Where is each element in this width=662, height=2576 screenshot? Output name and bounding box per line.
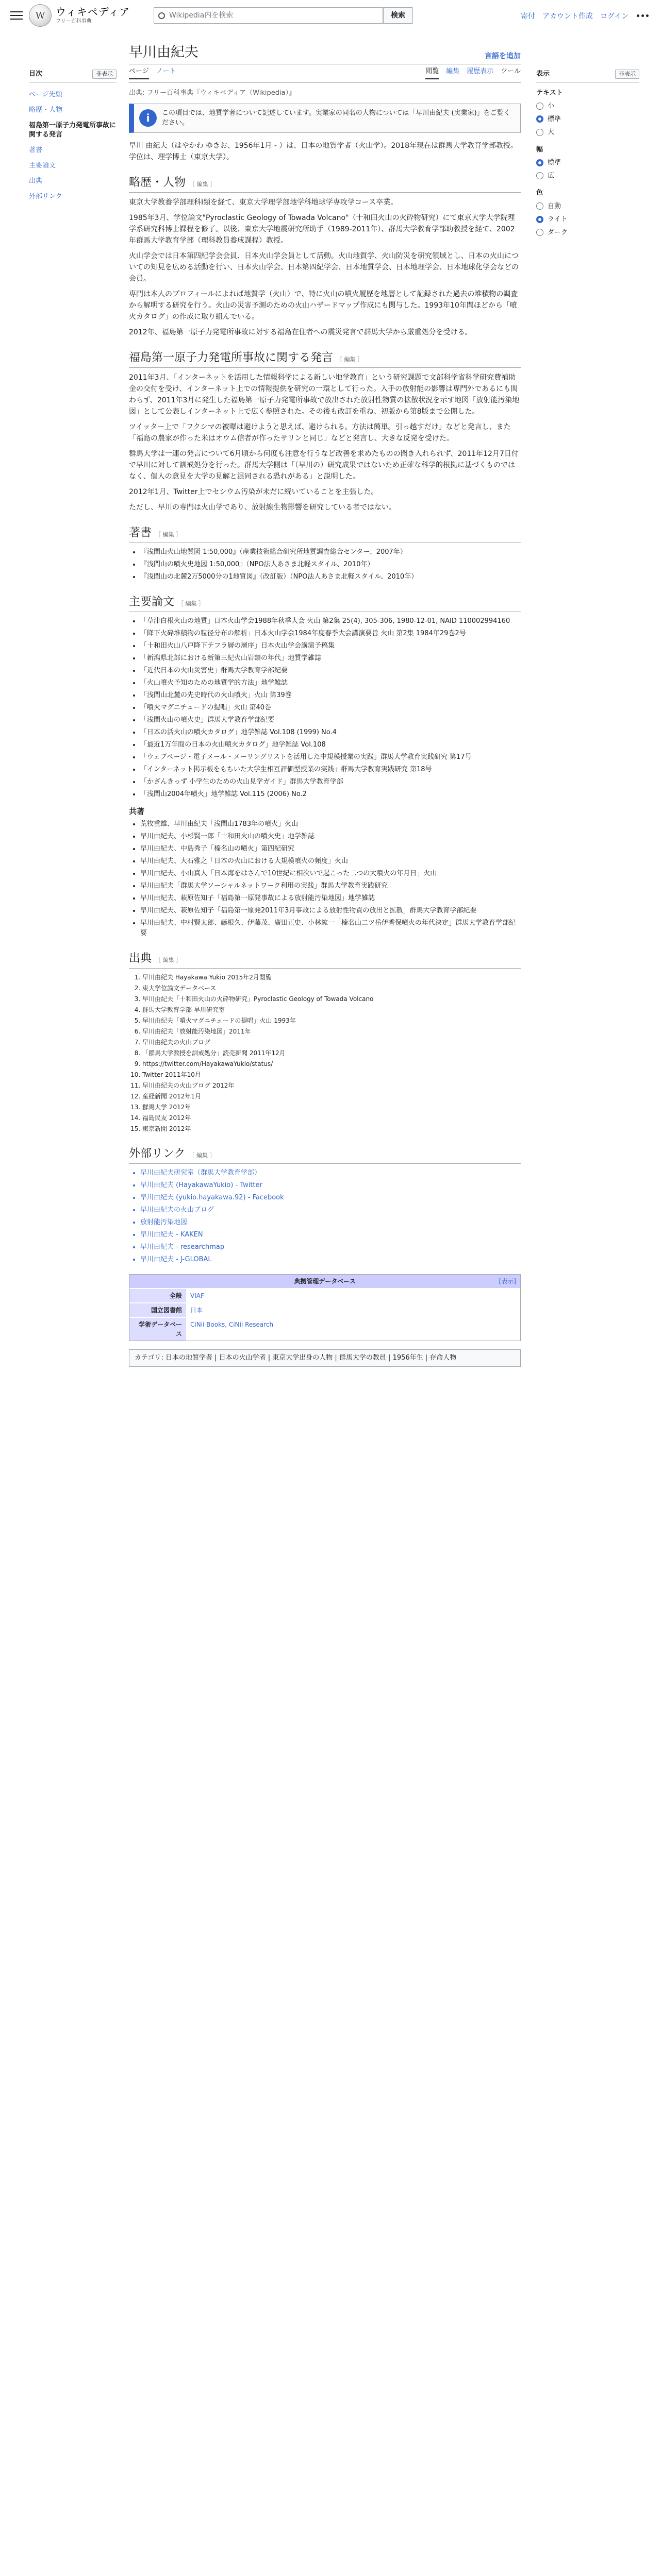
- donate-link[interactable]: 寄付: [520, 12, 535, 21]
- radio-label: ライト: [548, 215, 568, 223]
- list-item: • 『浅間山の噴火史地図 1:50,000』（NPO法人あさま北軽スタイル、2010年）: [140, 560, 521, 570]
- hatnote-box: [129, 104, 521, 133]
- list-item: • 「火山噴火予知のための地質学的方法」地学雑誌: [140, 678, 521, 688]
- list-item: • 早川由紀夫、中島秀子「榛名山の噴火」第四紀研究: [140, 844, 521, 854]
- edit-link[interactable]: ［ 編集 ］: [178, 600, 205, 607]
- list-item: • 『浅間山火山地質図 1:50,000』（産業技術総合研究所地質調査総合センター、2007年）: [140, 547, 521, 557]
- page-title: 早川由紀夫: [129, 44, 198, 60]
- reference-item: 12. 産経新聞 2012年1月: [142, 1092, 521, 1101]
- section-bio-title: 略歴・人物: [129, 176, 186, 189]
- list-item: • 早川由紀夫、小杉賢一郎「十和田火山の噴火史」地学雑誌: [140, 832, 521, 842]
- external-link[interactable]: • 早川由紀夫研究室（群馬大学教育学部）: [140, 1168, 521, 1178]
- category-links[interactable]: カテゴリ: 日本の地質学者 | 日本の火山学者 | 東京大学出身の人物 | 群馬大学の教員 | 1956年生 | 存命人物: [129, 1349, 521, 1367]
- hatnote-text: この項目では、地質学者について記述しています。実業家の同名の人物については「早川由紀夫 (実業家)」をご覧ください。: [162, 109, 510, 127]
- text-size-large[interactable]: [536, 127, 639, 138]
- list-item: • 「新潟県北部における新第三紀火山岩類の年代」地質学雑誌: [140, 653, 521, 664]
- search-input[interactable]: [154, 7, 383, 24]
- reference-item: 11. 早川由紀夫の火山ブログ 2012年: [142, 1081, 521, 1091]
- toc-item-top[interactable]: ページ先頭: [29, 90, 62, 98]
- table-of-contents: [29, 69, 117, 205]
- navbox-key: 学術データベース: [129, 1318, 186, 1341]
- info-icon: i: [139, 109, 157, 127]
- radio-label: 標準: [548, 115, 561, 123]
- external-links-list: [140, 1168, 521, 1265]
- appearance-panel: [536, 69, 639, 245]
- text-size-small[interactable]: [536, 101, 639, 111]
- section-sources: [129, 950, 521, 969]
- radio-icon: [536, 229, 543, 236]
- bio-paragraph: 専門は本人のプロフィールによれば地質学（火山）で、特に火山の噴火履歴を地層として記録された過去の堆積物の調査から解明する研究を行う。火山の災害予測のための火山ハザードマップ作成にも関与した。1993年10年間ほどから「噴火カタログ」の作成に取り組んでいる。: [129, 290, 518, 321]
- text-size-standard[interactable]: [536, 114, 639, 125]
- list-item: • 早川由紀夫、小山真人「日本海をはさんで10世紀に相次いで起こった二つの大噴火の年月日」火山: [140, 869, 521, 879]
- navbox-key: 国立図書館: [129, 1303, 186, 1317]
- section-sources-title: 出典: [129, 952, 152, 965]
- main-content: [129, 33, 521, 1367]
- list-item: • 早川由紀夫、萩原佐知子「福島第一原発2011年3月事故による放射性物質の放出と拡散」群馬大学教育学部紀要: [140, 906, 521, 916]
- navbox-value[interactable]: 日本: [186, 1303, 207, 1317]
- external-link[interactable]: • 早川由紀夫 - researchmap: [140, 1242, 521, 1252]
- appearance-hide-button[interactable]: 非表示: [615, 70, 639, 79]
- external-link[interactable]: • 早川由紀夫 (yukio.hayakawa.92) - Facebook: [140, 1193, 521, 1203]
- papers-list: [140, 616, 521, 800]
- list-item: • 『浅間山の北麓2万5000分の1地質図』（改訂版）（NPO法人あさま北軽スタイル、2010年）: [140, 572, 521, 582]
- reference-item: 1. 早川由紀夫 Hayakawa Yukio 2015年2月閲覧: [142, 973, 521, 982]
- tab-talk[interactable]: ノート: [156, 67, 176, 75]
- fukushima-paragraph: 2011年3月、「インターネットを活用した情報科学による新しい地学教育」という研究課題で文部科学省科学研究費補助金の交付を受け、インターネット上での情報提供を研究の一環として行った。入手の放射能の影響は専門外であるにも関わらず、2011年3月に発生した福島第一原子力発電所事故で放出された放射性物質の拡散状況を示す地図「放射能汚染地図」として公表しインターネット上で広く参照された。その後も改訂を重ね、初版から第8版まで公開した。: [129, 373, 520, 416]
- personal-tools: [521, 11, 650, 22]
- add-language-button[interactable]: 言語を追加: [485, 52, 521, 60]
- authority-control-navbox: [129, 1274, 521, 1341]
- main-menu-icon[interactable]: [10, 10, 23, 21]
- bio-paragraph: 東京大学教養学部理科I類を経て、東京大学理学部地学科地球学専攻学コース卒業。: [129, 198, 398, 207]
- search-button[interactable]: 検索: [383, 7, 413, 24]
- section-fukushima-title: 福島第一原子力発電所事故に関する発言: [129, 351, 334, 364]
- wikipedia-logo[interactable]: [29, 4, 130, 27]
- joint-papers-list: [140, 819, 521, 939]
- radio-selected-icon: [536, 115, 543, 123]
- joint-heading: 共著: [129, 806, 145, 816]
- reference-item: 7. 早川由紀夫の火山ブログ: [142, 1038, 521, 1047]
- text-size-label: テキスト: [536, 89, 563, 97]
- list-item: • 「降下火砕堆積物の粒径分布の解析」日本火山学会1984年度春季大会講演要旨 火山 第2集 1984年29巻2号: [140, 629, 521, 639]
- list-item: • 「噴火マグニチュードの提唱」火山 第40巻: [140, 703, 521, 713]
- list-item: • 早川由紀夫「群馬大学ソーシャルネットワーク利用の実践」群馬大学教育実践研究: [140, 881, 521, 891]
- radio-label: 広: [548, 172, 555, 180]
- navbox-value[interactable]: VIAF: [186, 1289, 208, 1302]
- list-item: • 早川由紀夫、中村賢太郎、藤根久、伊藤茂、廣田正史、小林紘一「榛名山二ツ岳伊香保噴火の年代決定」群馬大学教育学部紀要: [140, 918, 521, 939]
- edit-link[interactable]: ［ 編集 ］: [189, 180, 216, 188]
- reference-item: 6. 早川由紀夫「放射能汚染地図」2011年: [142, 1027, 521, 1037]
- page-tabs: [129, 64, 521, 83]
- section-bio: [129, 174, 521, 193]
- tab-edit[interactable]: 編集: [446, 67, 460, 75]
- radio-selected-icon: [536, 216, 543, 223]
- toc-item-sources[interactable]: 出典: [29, 177, 43, 185]
- bio-paragraph: 1985年3月、学位論文"Pyroclastic Geology of Towada Volcano"（十和田火山の火砕物研究）にて東京大学大学院理学系研究科博士課程を修了。以後、東京大学地震研究所助手（1989-2011年）、群馬大学教育学部助教授を経て、2002年群馬大学教育学部（理科教員養成課程）教授。: [129, 213, 515, 245]
- search-icon: [158, 12, 165, 19]
- radio-label: 小: [548, 102, 555, 110]
- bio-paragraph: 火山学会では日本第四紀学会会員、日本火山学会員として活動。火山地質学、火山防災を研究領域とし、日本の火山についての知見を広める活動を行い、日本火山学会、日本第四紀学会、日本地質学会、日本地理学会、日本地球化学会などの会員。: [129, 251, 519, 283]
- radio-icon: [536, 103, 543, 110]
- list-item: • 「かざんきっず 小学生のための火山見学ガイド」群馬大学教育学部: [140, 777, 521, 787]
- reference-item: 3. 早川由紀夫「十和田火山の火砕物研究」Pyroclastic Geology of Towada Volcano: [142, 994, 521, 1004]
- fukushima-paragraph: 2012年1月、Twitter上でセシウム汚染が未だに続いていることを主張した。: [129, 487, 378, 496]
- bio-paragraph: 2012年、福島第一原子力発電所事故に対する福島在住者への震災発言で群馬大学から厳重処分を受ける。: [129, 328, 472, 336]
- more-options-icon[interactable]: •••: [636, 12, 650, 21]
- toc-item-external[interactable]: 外部リンク: [29, 192, 62, 200]
- list-item: • 「草津白根火山の地質」日本火山学会1988年秋季大会 火山 第2集 25(4), 305-306, 1980-12-01, NAID 110002994160: [140, 616, 521, 626]
- edit-link[interactable]: ［ 編集 ］: [189, 1152, 216, 1159]
- reference-item: 10. Twitter 2011年10月: [142, 1070, 521, 1080]
- references-list: [142, 973, 521, 1134]
- section-papers-title: 主要論文: [129, 595, 175, 608]
- section-books-title: 著書: [129, 526, 152, 539]
- external-link[interactable]: • 早川由紀夫の火山ブログ: [140, 1205, 521, 1215]
- radio-icon: [536, 202, 543, 210]
- site-header: [0, 0, 662, 33]
- list-item: • 「浅間山北麓の先史時代の火山噴火」火山 第39巻: [140, 690, 521, 701]
- books-list: [140, 547, 521, 582]
- radio-icon: [536, 172, 543, 179]
- list-item: • 「最近1万年間の日本の火山噴火カタログ」地学雑誌 Vol.108: [140, 740, 521, 750]
- section-external-title: 外部リンク: [129, 1147, 186, 1160]
- globe-icon: W: [29, 4, 52, 27]
- list-item: • 荒牧重雄、早川由紀夫「浅間山1783年の噴火」火山: [140, 819, 521, 829]
- lead-paragraph: 早川 由紀夫（はやかわ ゆきお、1956年1月 - ）は、日本の地質学者（火山学）。2018年現在は群馬大学教育学部教授。学位は、理学博士（東京大学）。: [129, 141, 518, 161]
- section-external: [129, 1145, 521, 1164]
- reference-item: 9. https://twitter.com/HayakawaYukio/status/: [142, 1059, 521, 1069]
- external-link[interactable]: • 早川由紀夫 (HayakawaYukio) - Twitter: [140, 1180, 521, 1191]
- edit-link[interactable]: ［ 編集 ］: [155, 957, 182, 963]
- edit-link[interactable]: ［ 編集 ］: [155, 531, 182, 538]
- list-item: • 「ウェブページ・電子メール・メーリングリストを活用した中規模授業の実践」群馬大学教育実践研究 第17号: [140, 752, 521, 762]
- appearance-heading: 表示: [536, 70, 550, 78]
- color-dark[interactable]: [536, 228, 639, 238]
- edit-link[interactable]: ［ 編集 ］: [337, 355, 363, 363]
- radio-label: 標準: [548, 159, 561, 166]
- fukushima-paragraph: ツイッター上で「フクシマの被曝は避けようと思えば、避けられる。方法は簡単。引っ越すだけ」などと発言し、また「福島の農家が作った米はオウム信者が作ったサリンと同じ」などと発言し、大きな反発を受けた。: [129, 422, 511, 443]
- logo-tagline: フリー百科事典: [56, 19, 92, 24]
- tab-read[interactable]: 閲覧: [425, 66, 439, 80]
- list-item: • 「インターネット掲示板をもちいた大学生相互評価型授業の実践」群馬大学教育実践研究 第18号: [140, 765, 521, 775]
- list-item: • 早川由紀夫、大石雅之「日本の火山における大規模噴火の頻度」火山: [140, 856, 521, 867]
- color-light[interactable]: [536, 214, 639, 225]
- width-wide[interactable]: [536, 171, 639, 181]
- tab-history[interactable]: 履歴表示: [467, 67, 494, 75]
- list-item: • 早川由紀夫、萩原佐知子「福島第一原発事故による放射能汚染地図」地学雑誌: [140, 893, 521, 904]
- reference-item: 5. 早川由紀夫「噴火マグニチュードの提唱」火山 1993年: [142, 1016, 521, 1026]
- navbox-key: 全般: [129, 1289, 186, 1302]
- external-link[interactable]: • 早川由紀夫 - J-GLOBAL: [140, 1255, 521, 1265]
- reference-item: 15. 東京新聞 2012年: [142, 1124, 521, 1134]
- color-label: 色: [536, 189, 543, 197]
- list-item: • 「十和田火山八戸降下テフラ層の層序」日本火山学会講演予稿集: [140, 641, 521, 651]
- radio-label: 自動: [548, 202, 561, 210]
- external-link[interactable]: • 放射能汚染地図: [140, 1217, 521, 1228]
- login-link[interactable]: ログイン: [600, 12, 629, 21]
- reference-item: 13. 群馬大学 2012年: [142, 1103, 521, 1112]
- list-item: • 「浅間火山の噴火史」群馬大学教育学部紀要: [140, 715, 521, 725]
- color-auto[interactable]: [536, 201, 639, 212]
- section-fukushima: [129, 349, 521, 368]
- radio-label: 大: [548, 128, 555, 136]
- radio-icon: [536, 129, 543, 136]
- external-link[interactable]: • 早川由紀夫 - KAKEN: [140, 1230, 521, 1240]
- toc-item-fukushima[interactable]: 福島第一原子力発電所事故に関する発言: [29, 121, 117, 139]
- navbox-title: 典拠管理データベース: [294, 1278, 356, 1285]
- fukushima-paragraph: ただし、早川の専門は火山学であり、放射線生物影響を研究している者ではない。: [129, 503, 396, 512]
- section-books: [129, 524, 521, 543]
- radio-label: ダーク: [548, 228, 568, 236]
- navbox-toggle[interactable]: [表示]: [499, 1278, 516, 1285]
- toc-item-bio[interactable]: 略歴・人物: [29, 106, 63, 114]
- list-item: • 「近代日本の火山災害史」群馬大学教育学部紀要: [140, 666, 521, 676]
- list-item: • 「浅間山2004年噴火」地学雑誌 Vol.115 (2006) No.2: [140, 789, 521, 800]
- list-item: • 「日本の活火山の噴火カタログ」地学雑誌 Vol.108 (1999) No.4: [140, 727, 521, 738]
- reference-item: 2. 東大学位論文データベース: [142, 984, 521, 993]
- tab-tools[interactable]: ツール: [501, 67, 521, 75]
- search-placeholder: Wikipedia内を検索: [169, 11, 234, 20]
- width-standard[interactable]: [536, 158, 639, 168]
- toc-item-books[interactable]: 著書: [29, 146, 43, 154]
- width-label: 幅: [536, 145, 543, 154]
- create-account-link[interactable]: アカウント作成: [542, 12, 593, 21]
- toc-item-papers[interactable]: 主要論文: [29, 161, 56, 170]
- reference-item: 4. 群馬大学教育学部 早川研究室: [142, 1005, 521, 1015]
- toc-hide-button[interactable]: 非表示: [92, 70, 117, 79]
- navbox-value[interactable]: CiNii Books, CiNii Research: [186, 1318, 277, 1341]
- logo-title: ウィキペディア: [56, 6, 130, 18]
- tab-page[interactable]: ページ: [129, 66, 149, 80]
- reference-item: 8. 「群馬大学教授を訓戒処分」読売新聞 2011年12月: [142, 1048, 521, 1058]
- section-papers: [129, 594, 521, 612]
- reference-item: 14. 福島民友 2012年: [142, 1113, 521, 1123]
- toc-heading: 目次: [29, 70, 43, 78]
- site-subtitle: 出典: フリー百科事典『ウィキペディア（Wikipedia）』: [129, 89, 296, 97]
- fukushima-paragraph: 群馬大学は一連の発言について6月頃から何度も注意を行うなど改善を求めたものの聞き入れられず、2011年12月7日付で早川に対して訓戒処分を行った。群馬大学側は「（早川の）研究成果ではないため正確な科学的根拠に基づくものではなく、個人の意見を大学の見解と混同される恐れがある」と説明した。: [129, 449, 519, 481]
- radio-selected-icon: [536, 159, 543, 166]
